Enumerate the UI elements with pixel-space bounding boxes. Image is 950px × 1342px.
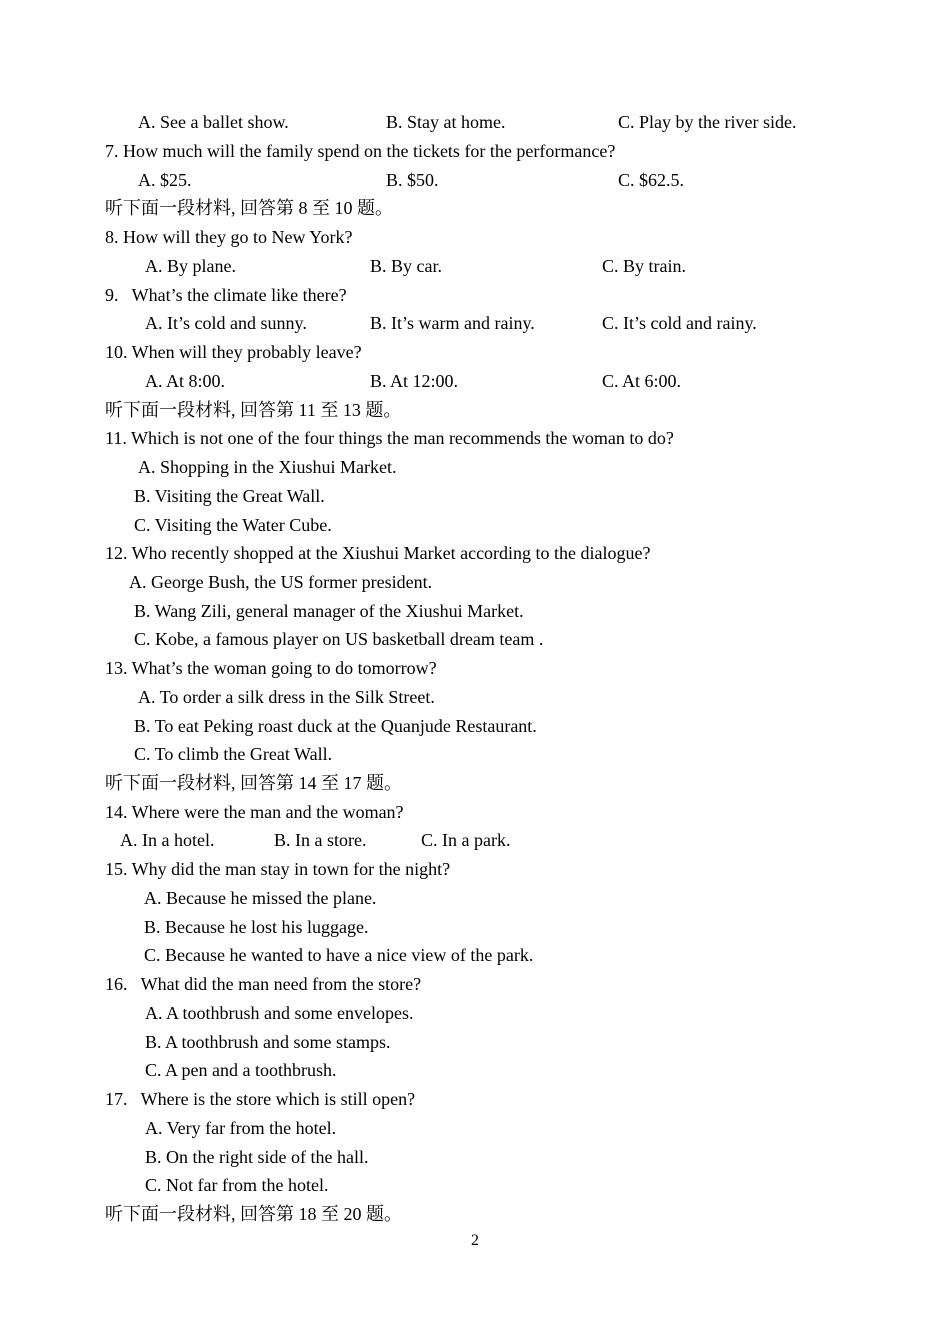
q10-option-c: C. At 6:00. <box>602 371 682 391</box>
q15-option-c: C. Because he wanted to have a nice view of the park. <box>144 945 534 965</box>
q9-option-a: A. It’s cold and sunny. <box>145 313 307 333</box>
q9-question: 9. What’s the climate like there? <box>105 285 347 305</box>
q7-option-a: A. $25. <box>138 170 192 190</box>
q13-option-a: A. To order a silk dress in the Silk Street. <box>138 687 435 707</box>
q13-option-c: C. To climb the Great Wall. <box>134 744 333 764</box>
q10-option-a: A. At 8:00. <box>145 371 226 391</box>
q7-option-c: C. $62.5. <box>618 170 685 190</box>
q11-option-c: C. Visiting the Water Cube. <box>134 515 332 535</box>
section-heading-8-10: 听下面一段材料, 回答第 8 至 10 题。 <box>105 198 393 218</box>
page-number: 2 <box>471 1232 479 1249</box>
q16-question: 16. What did the man need from the store? <box>105 974 422 994</box>
q8-question: 8. How will they go to New York? <box>105 227 353 247</box>
q17-option-b: B. On the right side of the hall. <box>145 1147 369 1167</box>
q7-question: 7. How much will the family spend on the tickets for the performance? <box>105 141 616 161</box>
q12-option-c: C. Kobe, a famous player on US basketball dream team . <box>134 629 544 649</box>
q10-question: 10. When will they probably leave? <box>105 342 362 362</box>
q13-option-b: B. To eat Peking roast duck at the Quanjude Restaurant. <box>134 716 537 736</box>
q9-option-c: C. It’s cold and rainy. <box>602 313 757 333</box>
q6-option-a: A. See a ballet show. <box>138 112 289 132</box>
q15-question: 15. Why did the man stay in town for the night? <box>105 859 451 879</box>
q16-option-c: C. A pen and a toothbrush. <box>145 1060 337 1080</box>
q15-option-a: A. Because he missed the plane. <box>144 888 377 908</box>
q9-option-b: B. It’s warm and rainy. <box>370 313 535 333</box>
q16-option-a: A. A toothbrush and some envelopes. <box>145 1003 414 1023</box>
q17-option-a: A. Very far from the hotel. <box>145 1118 337 1138</box>
q8-option-b: B. By car. <box>370 256 442 276</box>
q15-option-b: B. Because he lost his luggage. <box>144 917 369 937</box>
q8-option-a: A. By plane. <box>145 256 236 276</box>
q14-option-b: B. In a store. <box>274 830 367 850</box>
section-heading-11-13: 听下面一段材料, 回答第 11 至 13 题。 <box>105 400 402 420</box>
q13-question: 13. What’s the woman going to do tomorrow? <box>105 658 437 678</box>
q14-option-c: C. In a park. <box>421 830 511 850</box>
q12-question: 12. Who recently shopped at the Xiushui Market according to the dialogue? <box>105 543 651 563</box>
q7-option-b: B. $50. <box>386 170 439 190</box>
q14-question: 14. Where were the man and the woman? <box>105 802 404 822</box>
q17-question: 17. Where is the store which is still open? <box>105 1089 416 1109</box>
section-heading-18-20: 听下面一段材料, 回答第 18 至 20 题。 <box>105 1204 402 1224</box>
q17-option-c: C. Not far from the hotel. <box>145 1175 329 1195</box>
q12-option-b: B. Wang Zili, general manager of the Xiushui Market. <box>134 601 524 621</box>
section-heading-14-17: 听下面一段材料, 回答第 14 至 17 题。 <box>105 773 402 793</box>
q11-question: 11. Which is not one of the four things the man recommends the woman to do? <box>105 428 674 448</box>
q6-option-c: C. Play by the river side. <box>618 112 797 132</box>
q10-option-b: B. At 12:00. <box>370 371 459 391</box>
q12-option-a: A. George Bush, the US former president. <box>129 572 433 592</box>
q8-option-c: C. By train. <box>602 256 686 276</box>
q16-option-b: B. A toothbrush and some stamps. <box>145 1032 391 1052</box>
q11-option-b: B. Visiting the Great Wall. <box>134 486 325 506</box>
q11-option-a: A. Shopping in the Xiushui Market. <box>138 457 397 477</box>
q14-option-a: A. In a hotel. <box>120 830 215 850</box>
q6-option-b: B. Stay at home. <box>386 112 506 132</box>
